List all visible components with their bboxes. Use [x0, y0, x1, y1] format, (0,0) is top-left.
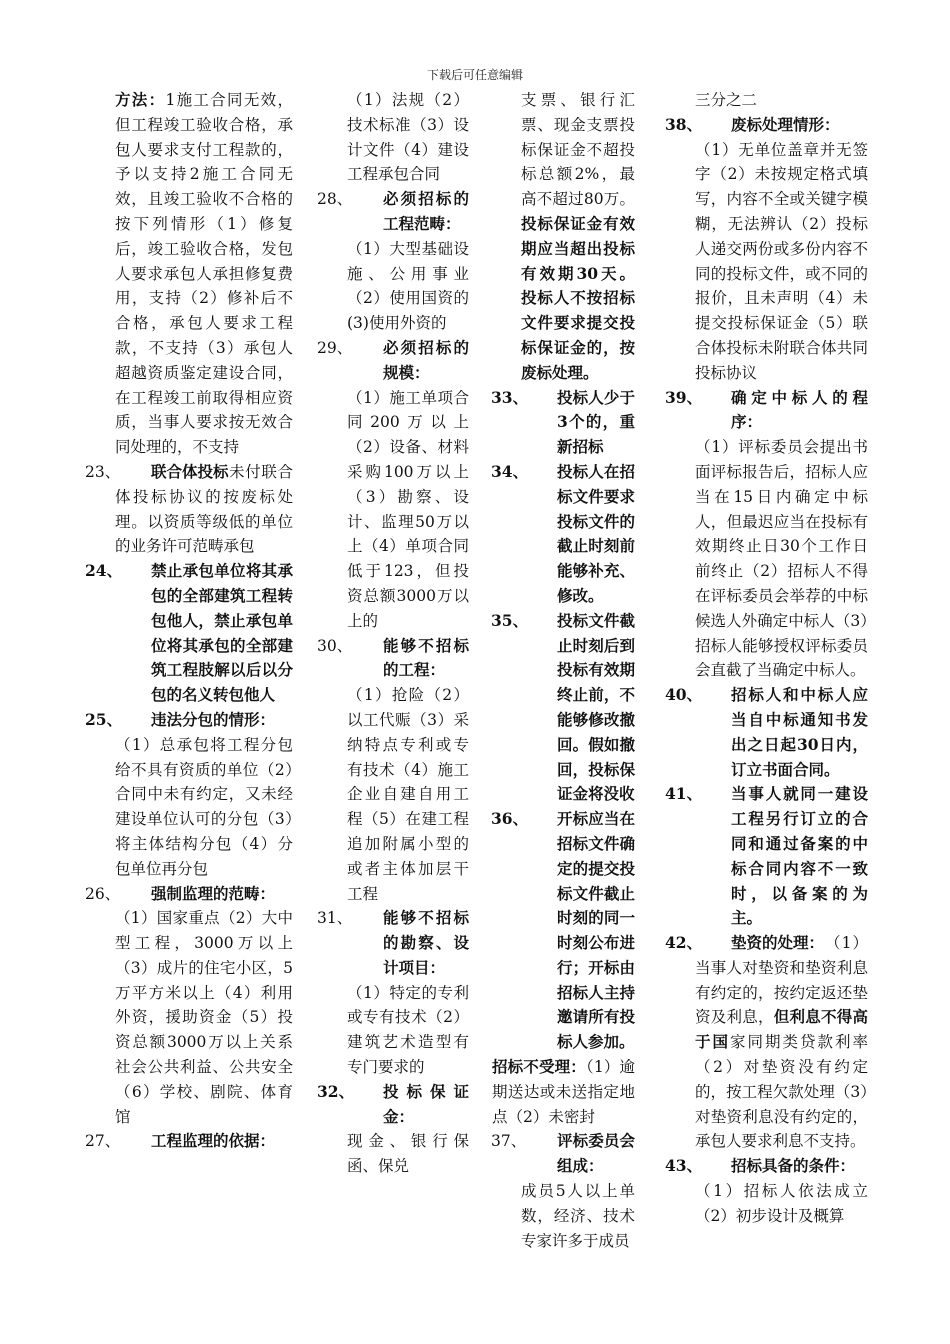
item-bold-text: 但利息不得高于国: [695, 1007, 868, 1052]
paragraph-bold-text: 投标保证金有效期应当超出投标有效期30天。投标人不按招标文件要求提交投标保证金的，按废标处理。: [521, 213, 635, 382]
item-title: 违法分包的情形：: [151, 709, 276, 729]
list-item-27: [85, 1129, 293, 1154]
item-title: 招标具备的条件：: [731, 1156, 856, 1176]
lead-label: 方法：: [115, 90, 166, 109]
continued-paragraph: 三分之二: [695, 91, 758, 109]
list-item-28: [317, 187, 469, 336]
item-number: 38、: [665, 114, 703, 134]
item-number: 36、: [491, 809, 529, 829]
item-number: 29、: [317, 338, 353, 357]
item-title: 确定中标人的程序：: [731, 387, 868, 432]
column-1: [85, 88, 293, 1154]
list-item-32: [317, 1080, 469, 1179]
list-item-39: [665, 386, 868, 684]
item-number: 27、: [85, 1132, 121, 1151]
item-text: （1）抢险（2）以工代赈（3）采纳特点专利或专有技术（4）施工企业自建自用工程（5）在建工程追加附属小型的或者主体加层干工程: [347, 686, 469, 903]
item-title: 开标应当在招标文件确定的提交投标文件截止时刻的同一时刻公布进行；开标由招标人主持邀请所有投标人参加。: [557, 809, 635, 1052]
item-text: （1）当事人对垫资和垫资利息有约定的，按约定返还垫资及利息，: [695, 934, 868, 1027]
item-number: 26、: [85, 884, 121, 903]
list-item-34: [491, 460, 635, 609]
list-item-30: [317, 634, 469, 907]
item-number: 34、: [491, 461, 529, 481]
item-text: （1）总承包将工程分包给不具有资质的单位（2）合同中未有约定，又未经建设单位认可的分包（3）将主体结构分包（4）分包单位再分包: [115, 735, 293, 878]
item-number: 41、: [665, 784, 703, 804]
item-title: 投标人少于3个的，重新招标: [557, 387, 635, 457]
continued-paragraph: [115, 88, 293, 460]
item-text: （1）特定的专利或专有技术（2）建筑艺术造型有专门要求的: [347, 983, 469, 1077]
item-number: 35、: [491, 610, 529, 630]
list-item-35: [491, 609, 635, 807]
list-item-24: [85, 559, 293, 708]
section-text: （1）逾期送达或未送指定地点（2）未密封: [492, 1058, 635, 1126]
section-title: 招标不受理：: [492, 1057, 586, 1077]
reject-section: [492, 1055, 635, 1129]
list-item-43: [665, 1154, 868, 1228]
item-text: （1）评标委员会提出书面评标报告后，招标人应当在15日内确定中标人，但最迟应当在投标有效期终止日30个工作日前终止（2）招标人不得在评标委员会举荐的中标候选人外确定中标人（3）招标人能够授权评标委员会直截了当确定中标人。: [695, 438, 868, 680]
item-number: 31、: [317, 909, 353, 928]
item-number: 28、: [317, 190, 353, 209]
list-item-31: [317, 906, 469, 1080]
list-item-36: [491, 807, 635, 1055]
page-header: 下载后可任意编辑: [426, 68, 523, 82]
column-2: [317, 88, 469, 1179]
item-title: 投标人在招标文件要求投标文件的截止时刻前能够补充、修改。: [557, 461, 635, 605]
item-title: 必须招标的规模：: [383, 337, 469, 382]
paragraph-text: 1施工合同无效，但工程竣工验收合格，承包人要求支付工程款的，予以支持2施工合同无效，且竣工验收不合格的按下列情形（1）修复后，竣工验收合格，发包人要求承包人承担修复费用，支持（2）修补后不合格，承包人要求工程款，不支持（3）承包人超越资质鉴定建设合同，在工程竣工前取得相应资质，当事人要求按无效合同处理的，不支持: [115, 91, 293, 457]
item-text: （1）施工单项合同200万以上（2）设备、材料采购100万以上（3）勘察、设计、监理50万以上（4）单项合同低于123，但投资总额3000万以上的: [347, 388, 469, 630]
item-title: 垫资的处理：: [731, 933, 825, 953]
item-title: 工程监理的依据：: [151, 1131, 276, 1151]
list-item-41: [665, 782, 868, 931]
item-number: 43、: [665, 1156, 703, 1176]
list-item-38: [665, 113, 868, 386]
list-item-33: [491, 386, 635, 460]
item-title: 废标处理情形：: [731, 114, 840, 134]
continued-paragraph: [521, 88, 635, 386]
item-number: 39、: [665, 387, 703, 407]
list-item-37: [491, 1129, 635, 1253]
item-title: 强制监理的范畴：: [151, 883, 276, 903]
paragraph-text: 支票、银行汇票、现金支票投标保证金不超投标总额2%，最高不超过80万。: [521, 91, 635, 209]
list-item-26: [85, 882, 293, 1130]
item-text: （1）国家重点（2）大中型工程，3000万以上（3）成片的住宅小区，5万平方米以上（4）利用外资，援助资金（5）投资总额3000万以上关系社会公共利益、公共安全（6）学校、剧院、体育馆: [115, 909, 293, 1126]
item-title: 投标保证金：: [383, 1081, 469, 1126]
item-text: 未付联合体投标协议的按废标处理。以资质等级低的单位的业务许可范畴承包: [115, 462, 293, 556]
list-item-29: [317, 336, 469, 634]
item-number: 25、: [85, 709, 123, 729]
item-text-continued: 家同期类贷款利率（2）对垫资没有约定的，按工程欠款处理（3）对垫资利息没有约定的，承包人要求利息不支持。: [695, 1033, 868, 1151]
item-title: 联合体投标: [151, 461, 229, 481]
item-text: （1）无单位盖章并无签字（2）未按规定格式填写，内容不全或关键字模糊，无法辨认（2）投标人递交两份或多份内容不同的投标文件，或不同的报价，且未声明（4）未提交投标保证金（5）联合体投标未附联合体共同投标协议: [695, 140, 868, 382]
item-number: 40、: [665, 685, 703, 705]
list-item-42: [665, 931, 868, 1154]
item-title: 投标文件截止时刻后到投标有效期终止前，不能够修改撤回。假如撤回，投标保证金将没收: [557, 610, 635, 804]
list-item-40: [665, 683, 868, 782]
item-number: 23、: [85, 462, 121, 481]
item-title: 当事人就同一建设工程另行订立的合同和通过备案的中标合同内容不一致时，以备案的为主。: [731, 784, 868, 928]
item-number: 32、: [317, 1081, 355, 1101]
item-number: 42、: [665, 933, 703, 953]
item-number: 24、: [85, 561, 123, 581]
list-item-23: [85, 460, 293, 559]
item-title: 禁止承包单位将其承包的全部建筑工程转包他人，禁止承包单位将其承包的全部建筑工程肢解以后以分包的名义转包他人: [151, 561, 293, 705]
item-number: 33、: [491, 387, 529, 407]
continued-paragraph: （1）法规（2）技术标准（3）设计文件（4）建设工程承包合同: [347, 91, 469, 184]
item-text: 现金、银行保函、保兑: [347, 1132, 469, 1176]
item-title: 能够不招标的工程：: [383, 635, 469, 680]
list-item-25: [85, 708, 293, 882]
item-number: 37、: [491, 1132, 527, 1151]
item-text: （1）大型基础设施、公用事业（2）使用国资的(3)使用外资的: [347, 239, 469, 333]
item-title: 招标人和中标人应当自中标通知书发出之日起30日内，订立书面合同。: [731, 685, 868, 779]
item-number: 30、: [317, 636, 353, 655]
item-text: （1）招标人依法成立（2）初步设计及概算: [695, 1182, 868, 1225]
column-4: [665, 88, 868, 1229]
item-title: 必须招标的工程范畴：: [383, 189, 469, 233]
column-3: [491, 88, 635, 1253]
item-title: 评标委员会组成：: [557, 1131, 635, 1176]
item-title: 能够不招标的勘察、设计项目：: [383, 908, 469, 977]
item-text: 成员5人以上单数，经济、技术专家许多于成员: [521, 1182, 635, 1250]
